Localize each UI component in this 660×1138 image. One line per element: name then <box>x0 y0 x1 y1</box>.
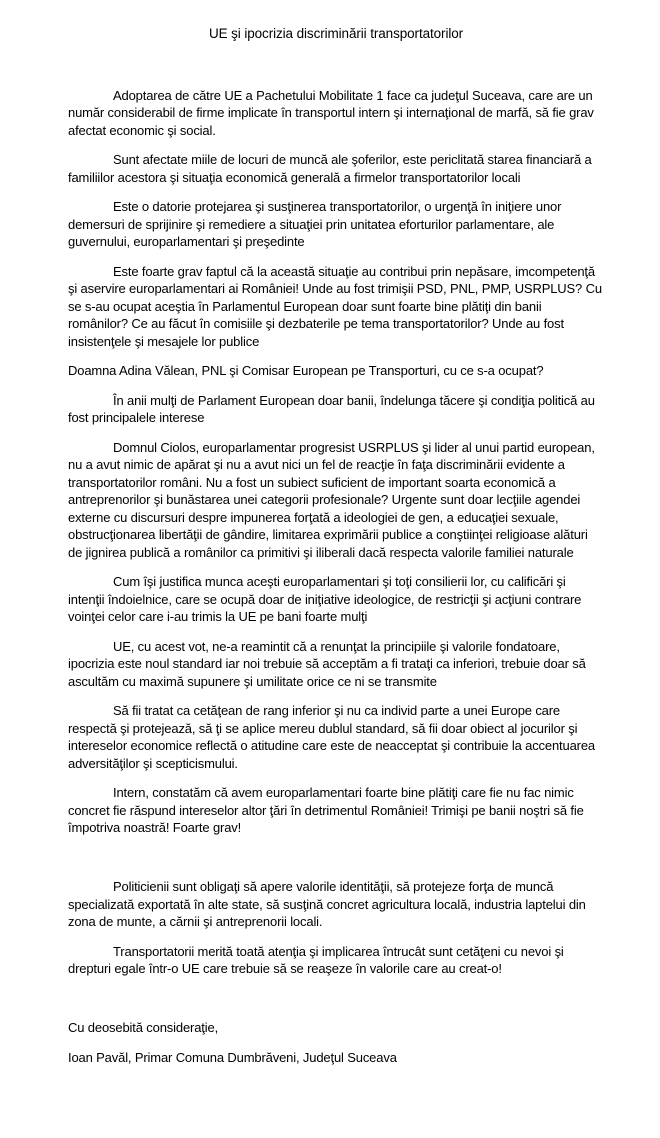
paragraph-politicienii: Politicienii sunt obligaţi să apere valorile identităţii, să protejeze forţa de muncă specializată exportată în alte state, să susţină concret agricultura locală, industria laptelui din zona de munte, a cărnii şi antreprenorii locali. <box>68 879 586 929</box>
blank-line <box>68 849 604 867</box>
paragraph-cum-isi-justifica: Cum îşi justifica munca aceşti europarlamentari şi toţi consilierii lor, cu calificări şi intenţii îndoielnice, care se ocupă doar de iniţiative ideologice, de restricţii şi acţiuni contrare voinţei celor care i-au trimis la UE pe bani foarte mulţi <box>68 574 582 624</box>
paragraph-ue-cu-acest-vot: UE, cu acest vot, ne-a reamintit că a renunţat la principiile şi valorile fondatoare, ipocrizia este noul standard iar noi trebuie să acceptăm a fi trataţi ca inferiori, trebuie doar să ascultăm cu maximă supunere şi umilitate orice ce ni se transmite <box>68 638 586 689</box>
paragraph-in-anii-multi: În anii mulţi de Parlament European doar banii, îndelunga tăcere şi condiţia politică au fost principalele interese <box>68 392 595 425</box>
document-body <box>68 87 604 1067</box>
paragraph-intern-constatam: Intern, constatăm că avem europarlamentari foarte bine plătiţi care fie nu fac nimic concret fie răspund intereselor altor ţări în detrimentul României! Trimişi pe banii noştri să fie împotriva noastră! Foarte grav! <box>68 785 584 835</box>
document-title: UE şi ipocrizia discriminării transportatorilor <box>208 26 464 41</box>
paragraph-este-o-datorie: Este o datorie protejarea şi susţinerea transportatorilor, o urgenţă în iniţiere unor demersuri de sprijinire şi remediere a situaţiei prin unitatea eforturilor parlamentare, ale guvernului, europarlamentari şi preşedinte <box>68 199 562 249</box>
signature-line: Ioan Pavăl, Primar Comuna Dumbrăveni, Judeţul Suceava <box>68 1049 397 1065</box>
closing-line: Cu deosebită consideraţie, <box>68 1020 219 1035</box>
paragraph-sa-fii-tratat: Să fii tratat ca cetăţean de rang inferior şi nu ca individ parte a unei Europe care respectă şi protejează, să ţi se aplice mereu dublul standard, să fii doar obiect al jocurilor şi intereselor economice reflectă o atitudine care este de neacceptat şi contribuie la accentuarea adversităţilor şi scepticismului. <box>68 703 596 771</box>
paragraph-adoptarea: Adoptarea de către UE a Pachetului Mobilitate 1 face ca judeţul Suceava, care are un număr considerabil de firme implicate în transportul intern şi internaţional de marfă, să fie grav afectat economic şi social. <box>68 87 594 138</box>
paragraph-doamna-valean: Doamna Adina Vălean, PNL şi Comisar European pe Transporturi, cu ce s-a ocupat? <box>68 363 544 378</box>
paragraph-sunt-afectate: Sunt afectate miile de locuri de muncă ale şoferilor, este periclitată starea financiară a familiilor acestora şi situaţia economică generală a firmelor transportatorilor locali <box>68 152 592 185</box>
paragraph-domnul-ciolos: Domnul Ciolos, europarlamentar progresist USRPLUS şi lider al unui partid european, nu a avut nimic de apărat şi nu a avut nici un fel de reacţie în faţa discriminării evidente a transportatorilor români. Nu a fost un subiect suficient de important soarta economică a antreprenorilor şi bunăstarea unei categorii profesionale? Urgente sunt doar lecţiile agendei externe cu discursuri despre impunerea forţată a ideologiei de gen, a educaţiei sexuale, obstrucţionarea libertăţii de gândire, limitarea exprimării publice a conştiinţei religioase alături de jignirea publică a românilor ca primitivi şi iliberali dacă respecta valorile familiei naturale <box>68 439 595 560</box>
paragraph-este-foarte-grav: Este foarte grav faptul că la această situaţie au contribui prin nepăsare, imcompetenţă şi aservire europarlamentari ai României! Unde au fost trimişii PSD, PNL, PMP, USRPLUS? Cu se s-au ocupat aceştia în Parlamentul European doar sunt foarte bine plătiţi din banii românilor? Ce au făcut în comisiile şi dezbaterile pe tema transportatorilor? Unde au fost insistenţele şi mesajele lor publice <box>68 263 602 349</box>
blank-line <box>68 990 604 1008</box>
paragraph-transportatorii: Transportatorii merită toată atenţia şi implicarea întrucât sunt cetăţeni cu nevoi şi drepturi egale într-o UE care trebuie să se reaşeze în valorile care au creat-o! <box>68 943 564 976</box>
